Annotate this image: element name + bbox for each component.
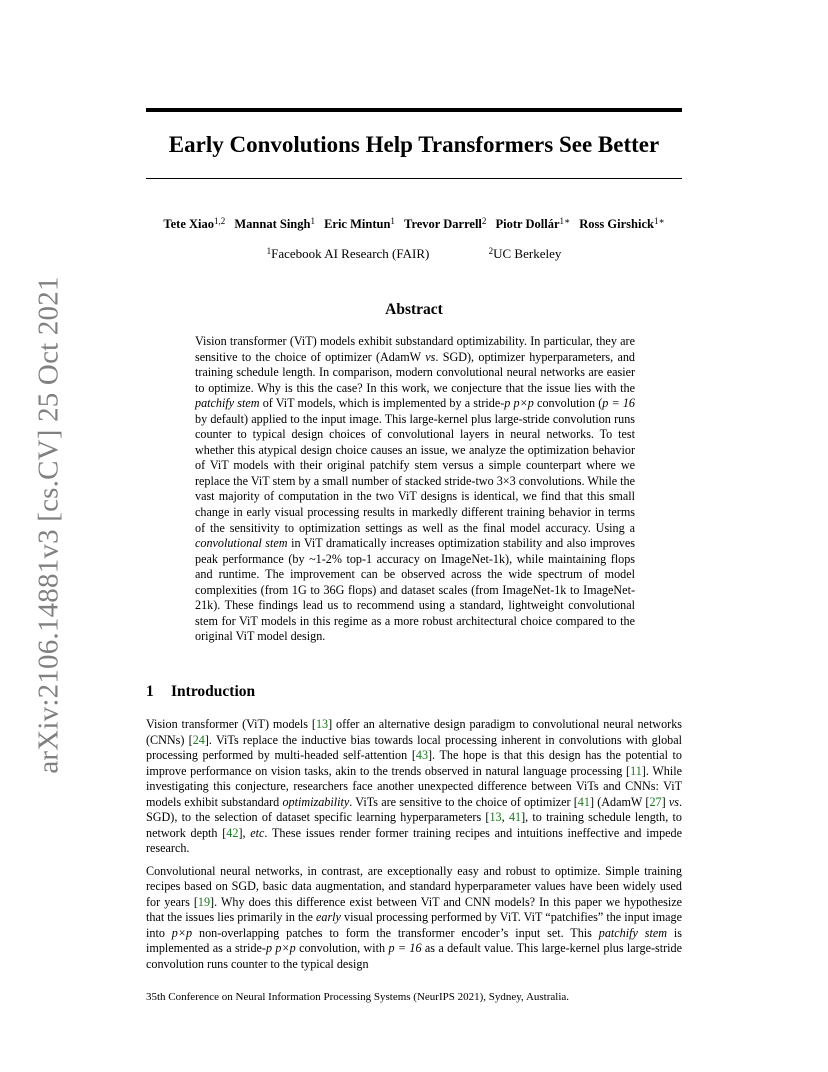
conference-footnote: 35th Conference on Neural Information Processing Systems (NeurIPS 2021), Sydney, Australia. <box>146 991 570 1003</box>
citation-link[interactable]: 42 <box>226 825 239 840</box>
author: Ross Girshick$^{1∗}$ <box>579 216 665 231</box>
citation-link[interactable]: 19 <box>197 894 211 909</box>
author: Trevor Darrell$^2$ <box>404 216 487 231</box>
title-top-rule <box>146 108 682 112</box>
intro-paragraph: Convolutional neural networks, in contrast, are exceptionally easy and robust to optimize. Simple training recipes based on SGD, basic data augmentation, and standard hyperparameter values have been widely used for years [19]. Why does this difference exist between ViT and CNN models? In this paper we hypothesize that the issues lies primarily in the early visual processing performed by ViT. ViT “patchifies” the input image into p×p non-overlapping patches to form the transformer encoder’s input set. This patchify stem is implemented as a stride-p p×p convolution, with p = 16 as a default value. This large-kernel plus large-stride convolution runs counter to the typical design <box>146 863 683 971</box>
abstract-body: Vision transformer (ViT) models exhibit substandard optimizability. In particular, they are sensitive to the choice of optimizer (AdamW vs. SGD), optimizer hyperparameters, and training schedule length. In comparison, modern convolutional neural networks are easier to optimize. Why is this the case? In this work, we conjecture that the issue lies with the patchify stem of ViT models, which is implemented by a stride-p p×p convolution (p = 16 by default) applied to the input image. This large-kernel plus large-stride convolution runs counter to typical design choices of convolutional layers in neural networks. To test whether this atypical design choice causes an issue, we analyze the optimization behavior of ViT models with their original patchify stem versus a simple counterpart where we replace the ViT stem by a small number of stacked stride-two 3×3 convolutions. While the vast majority of computation in the two ViT designs is identical, we find that this small change in early visual processing results in markedly different training behavior in terms of the sensitivity to optimization settings as well as the final model accuracy. Using a convolutional stem in ViT dramatically increases optimization stability and also improves peak performance (by ~1-2% top-1 accuracy on ImageNet-1k), while maintaining flops and runtime. The improvement can be observed across the wide spectrum of model complexities (from 1G to 36G flops) and dataset scales (from ImageNet-1k to ImageNet-21k). These findings lead us to recommend using a standard, lightweight convolutional stem for ViT models in this regime as a more robust architectural choice compared to the original ViT model design. <box>195 334 635 644</box>
citation-link[interactable]: 41 <box>577 794 590 809</box>
affiliation-list <box>146 245 682 263</box>
title-bottom-rule <box>146 178 682 179</box>
affiliation: $^2$UC Berkeley <box>488 246 562 261</box>
section-heading-introduction: 1 Introduction <box>146 683 256 700</box>
affiliation: $^1$Facebook AI Research (FAIR) <box>266 246 430 261</box>
author: Piotr Dollár$^{1∗}$ <box>495 216 571 231</box>
citation-link[interactable]: 27 <box>649 794 662 809</box>
citation-link[interactable]: 11 <box>630 763 642 778</box>
author: Mannat Singh$^1$ <box>234 216 315 231</box>
citation-link[interactable]: 13 <box>315 717 329 731</box>
abstract-heading: Abstract <box>385 301 443 318</box>
citation-link[interactable]: 43 <box>415 748 429 762</box>
introduction-body <box>146 717 682 979</box>
author: Eric Mintun$^1$ <box>324 216 395 231</box>
paper-title: Early Convolutions Help Transformers See Better <box>168 132 660 157</box>
intro-paragraph: Vision transformer (ViT) models [13] offer an alternative design paradigm to convolutional neural networks (CNNs) [24]. ViTs replace the inductive bias towards local processing inherent in convolutions with global processing performed by multi-headed self-attention [43]. The hope is that this design has the potential to improve performance on vision tasks, akin to the trends observed in natural language processing [11]. While investigating this conjecture, researchers face another unexpected difference between ViTs and CNNs: ViT models exhibit substandard optimizability. ViTs are sensitive to the choice of optimizer [41] (AdamW [27] vs. SGD), to the selection of dataset specific learning hyperparameters [13, 41], to training schedule length, to network depth [42], etc. These issues render former training recipes and intuitions ineffective and impede research. <box>146 717 683 855</box>
citation-link[interactable]: 13 <box>489 810 502 824</box>
citation-link[interactable]: 24 <box>192 732 205 747</box>
arxiv-identifier-stamp: arXiv:2106.14881v3 [cs.CV] 25 Oct 2021 <box>32 276 65 774</box>
citation-link[interactable]: 41 <box>508 810 522 824</box>
author-list <box>130 215 698 233</box>
author: Tete Xiao$^{1,2}$ <box>163 216 226 231</box>
